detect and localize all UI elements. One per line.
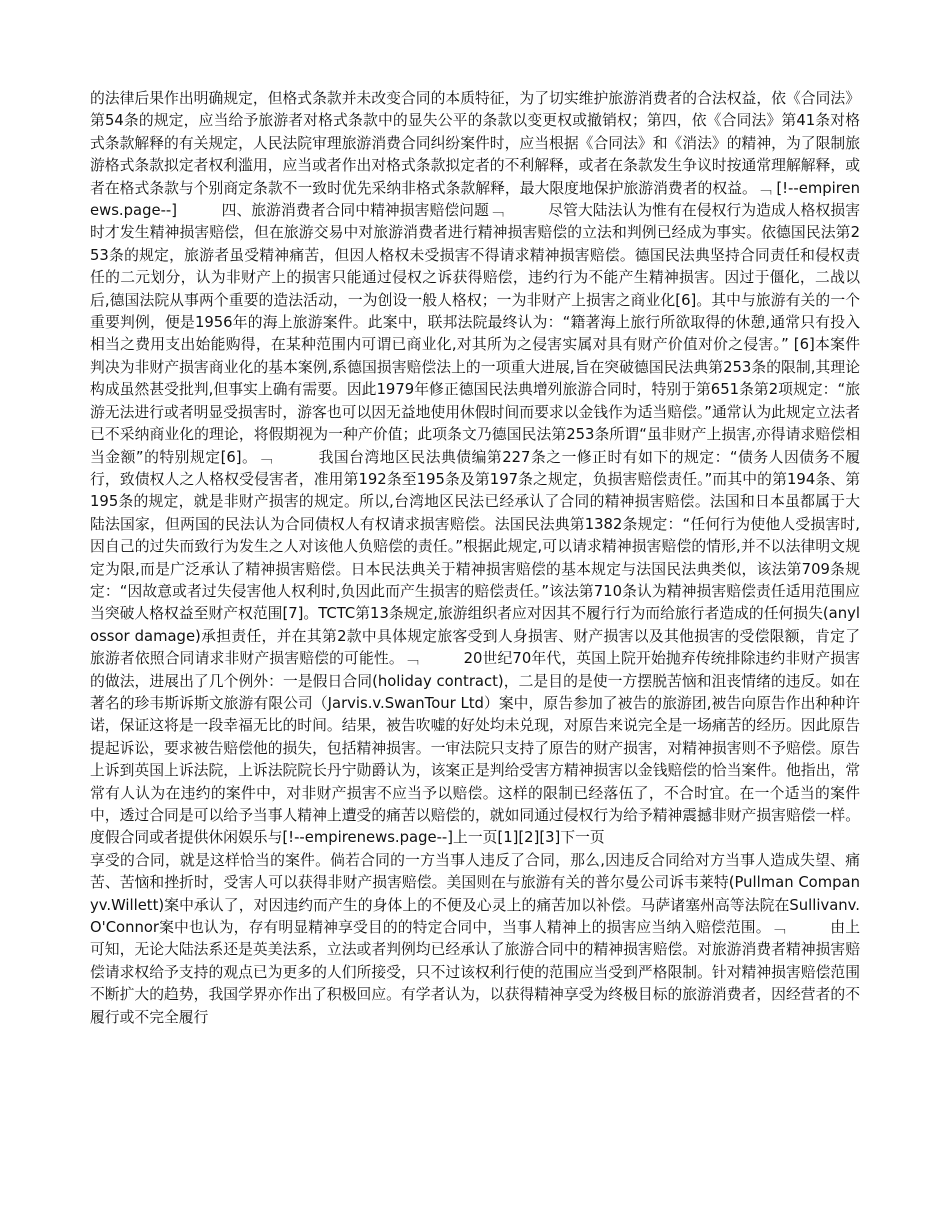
document-body: [90, 88, 860, 1029]
body-paragraph: 的法律后果作出明确规定，但格式条款并未改变合同的本质特征，为了切实维护旅游消费者的合法权益，依《合同法》第54条的规定，应当给予旅游者对格式条款中的显失公平的条款以变更权或撤销权；第四，依《合同法》第41条对格式条款解释的有关规定，人民法院审理旅游消费合同纠纷案件时，应当根据《合同法》和《消法》的精神，为了限制旅游格式条款拟定者权利滥用，应当或者作出对格式条款拟定者的不利解释，或者在条款发生争议时按通常理解解释，或者在格式条款与个别商定条款不一致时优先采纳非格式条款解释，最大限度地保护旅游消费者的权益。﹁ [!--empirenews.page--] 四、旅游消费者合同中精神损害赔偿问题﹁ 尽管大陆法认为惟有在侵权行为造成人格权损害时才发生精神损害赔偿，但在旅游交易中对旅游消费者进行精神损害赔偿的立法和判例已经成为事实。依德国民法第253条的规定，旅游者虽受精神痛苦，但因人格权未受损害不得请求精神损害赔偿。德国民法典坚持合同责任和侵权责任的二元划分，认为非财产上的损害只能通过侵权之诉获得赔偿，违约行为不能产生精神损害。因过于僵化，二战以后,德国法院从事两个重要的造法活动，一为创设一般人格权；一为非财产上损害之商业化[6]。其中与旅游有关的一个重要判例，便是1956年的海上旅游案件。此案中，联邦法院最终认为：“籍著海上旅行所欲取得的休憩,通常只有投入相当之费用支出始能购得，在某种范围内可谓已商业化,对其所为之侵害实属对具有财产价值对价之侵害。” [6]本案件判决为非财产损害商业化的基本案例,系德国损害赔偿法上的一项重大进展,旨在突破德国民法典第253条的限制,其理论构成虽然甚受批判,但事实上确有需要。因此1979年修正德国民法典增列旅游合同时，特别于第651条第2项规定：“旅游无法进行或者明显受损害时，游客也可以因无益地使用休假时间而要求以金钱作为适当赔偿。”通常认为此规定立法者已不采纳商业化的理论，将假期视为一种产价值；此项条文乃德国民法第253条所谓“虽非财产上损害,亦得请求赔偿相当金额”的特别规定[6]。﹁ 我国台湾地区民法典债编第227条之一修正时有如下的规定：“债务人因债务不履行，致债权人之人格权受侵害者，准用第192条至195条及第197条之规定，负损害赔偿责任。”而其中的第194条、第195条的规定，就是非财产损害的规定。所以,台湾地区民法已经承认了合同的精神损害赔偿。法国和日本虽都属于大陆法国家，但两国的民法认为合同债权人有权请求损害赔偿。法国民法典第1382条规定：“任何行为使他人受损害时,因自己的过失而致行为发生之人对该他人负赔偿的责任。”根据此规定,可以请求精神损害赔偿的情形,并不以法律明文规定为限,而是广泛承认了精神损害赔偿。日本民法典关于精神损害赔偿的基本规定与法国民法典类似，该法第709条规定：“因故意或者过失侵害他人权利时,负因此而产生损害的赔偿责任。”该法第710条认为精神损害赔偿责任适用范围应当突破人格权益至财产权范围[7]。TCTC第13条规定,旅游组织者应对因其不履行行为而给旅行者造成的任何损失(anylossor damage)承担责任，并在其第2款中具体规定旅客受到人身损害、财产损害以及其他损害的受偿限额，肯定了旅游者依照合同请求非财产损害赔偿的可能性。﹁ 20世纪70年代，英国上院开始抛弃传统排除违约非财产损害的做法，进展出了几个例外：一是假日合同(holiday contract)，二是目的是使一方摆脱苦恼和沮丧情绪的违反。如在著名的珍韦斯诉斯文旅游有限公司（Jarvis.v.SwanTour Ltd）案中，原告参加了被告的旅游团,被告向原告作出种种许诺，保证这将是一段幸福无比的时间。结果，被告吹嘘的好处均未兑现，对原告来说完全是一场痛苦的经历。因此原告提起诉讼，要求被告赔偿他的损失，包括精神损害。一审法院只支持了原告的财产损害，对精神损害则不予赔偿。原告上诉到英国上诉法院，上诉法院院长丹宁勋爵认为，该案正是判给受害方精神损害以金钱赔偿的恰当案件。他指出，常常有人认为在违约的案件中，对非财产损害不应当予以赔偿。这样的限制已经落伍了，不合时宜。在一个适当的案件中，透过合同是可以给予当事人精神上遭受的痛苦以赔偿的，就如同通过侵权行为给予精神震撼非财产损害赔偿一样。度假合同或者提供休闲娱乐与[!--empirenews.page--]上一页[1][2][3]下一页: [90, 90, 860, 847]
body-paragraph: 享受的合同，就是这样恰当的案件。倘若合同的一方当事人违反了合同，那么,因违反合同给对方当事人造成失望、痛苦、苦恼和挫折时，受害人可以获得非财产损害赔偿。美国则在与旅游有关的普尔曼公司诉韦莱特(Pullman Companyv.Willett)案中承认了，对因违约而产生的身体上的不便及心灵上的痛苦加以补偿。马萨诸塞州高等法院在Sullivanv. O'Connor案中也认为，存有明显精神享受目的的特定合同中，当事人精神上的损害应当纳入赔偿范围。﹁ 由上可知，无论大陆法系还是英美法系，立法或者判例均已经承认了旅游合同中的精神损害赔偿。对旅游消费者精神损害赔偿请求权给予支持的观点已为更多的人们所接受，只不过该权利行使的范围应当受到严格限制。针对精神损害赔偿范围不断扩大的趋势，我国学界亦作出了积极回应。有学者认为，以获得精神享受为终极目标的旅游消费者，因经营者的不履行或不完全履行: [90, 851, 860, 1026]
